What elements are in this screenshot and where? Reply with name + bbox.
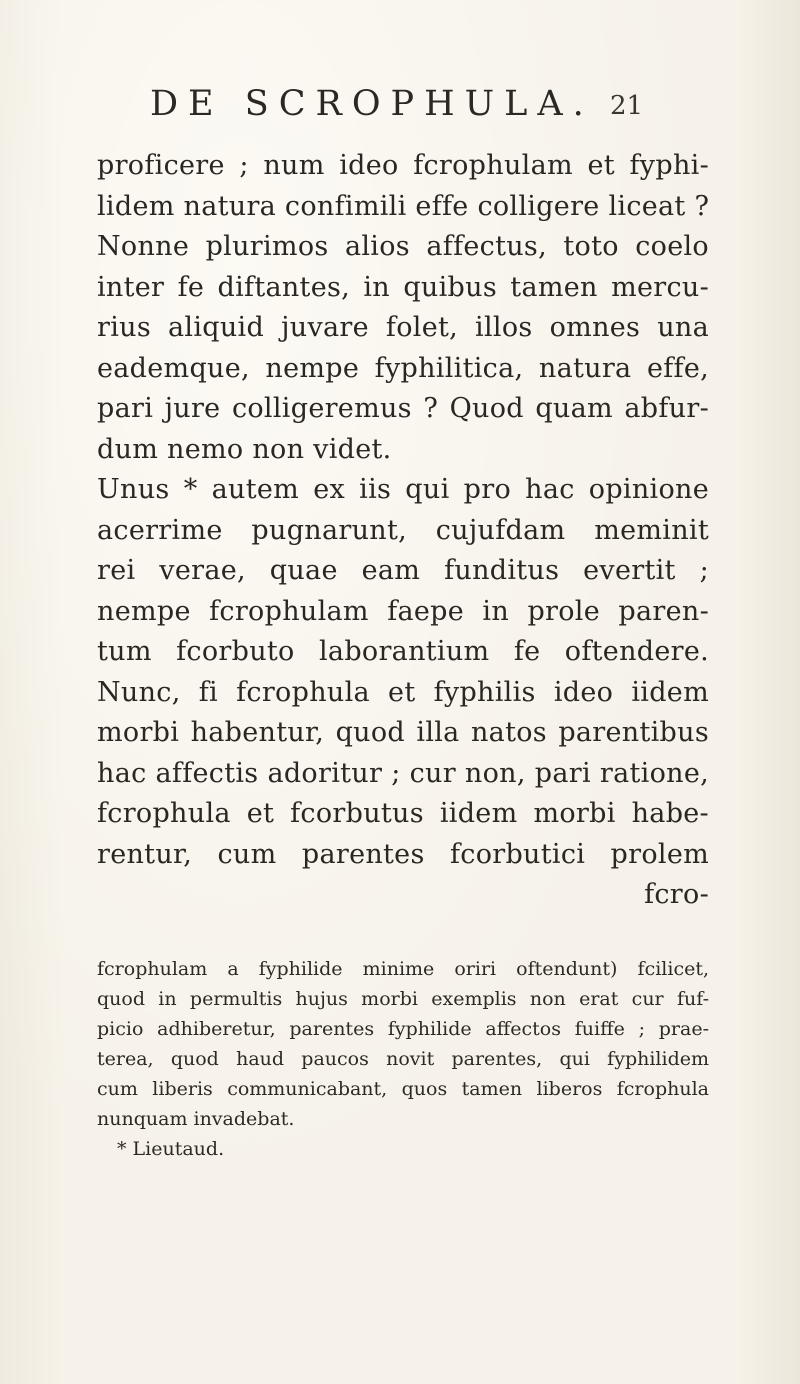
page-number: 21	[610, 91, 644, 121]
catchword: fcro-	[644, 879, 709, 910]
footnote-line: picio adhiberetur, parentes fyphilide affectos fuiffe ; prae-	[97, 1018, 709, 1040]
text-line: inter fe diftantes, in quibus tamen mercu-	[97, 271, 709, 303]
text-line: rius aliquid juvare folet, illos omnes una	[97, 312, 709, 343]
text-line: Unus * autem ex iis qui pro hac opinione	[97, 474, 709, 505]
footnote-line: fcrophulam a fyphilide minime oriri oftendunt) fcilicet,	[97, 958, 709, 980]
text-line: hac affectis adoritur ; cur non, pari ratione,	[97, 757, 709, 789]
footnote-line: nunquam invadebat.	[97, 1108, 295, 1130]
text-line: rei verae, quae eam funditus evertit ;	[97, 555, 709, 586]
text-line: nempe fcrophulam faepe in prole paren-	[97, 595, 709, 627]
footnote-line: quod in permultis hujus morbi exemplis non erat cur fuf-	[97, 988, 709, 1010]
text-line: fcrophula et fcorbutus iidem morbi habe-	[97, 798, 709, 829]
text-line: proficere ; num ideo fcrophulam et fyphi-	[97, 150, 709, 181]
footnote-attribution: * Lieutaud.	[117, 1138, 225, 1160]
text-line: pari jure colligeremus ? Quod quam abfur-	[97, 393, 709, 424]
text-line: acerrime pugnarunt, cujufdam meminit	[97, 514, 709, 546]
footnote-line: cum liberis communicabant, quos tamen liberos fcrophula	[97, 1078, 709, 1100]
text-line: tum fcorbuto laborantium fe oftendere.	[97, 636, 709, 667]
text-line: lidem natura confimili effe colligere liceat ?	[97, 190, 710, 222]
text-line: morbi habentur, quod illa natos parentibus	[97, 717, 709, 748]
main-text	[97, 146, 709, 916]
footnote-line: terea, quod haud paucos novit parentes, qui fyphilidem	[97, 1048, 709, 1070]
text-line: dum nemo non videt.	[97, 433, 392, 465]
running-head	[150, 82, 750, 126]
text-line: eademque, nempe fyphilitica, natura effe,	[97, 352, 709, 384]
running-title: DE SCROPHULA.	[150, 84, 594, 124]
text-line: Nonne plurimos alios affectus, toto coelo	[97, 231, 709, 262]
text-line: rentur, cum parentes fcorbutici prolem	[97, 838, 709, 870]
footnote	[97, 954, 709, 1164]
text-line: Nunc, fi fcrophula et fyphilis ideo iidem	[97, 676, 709, 708]
